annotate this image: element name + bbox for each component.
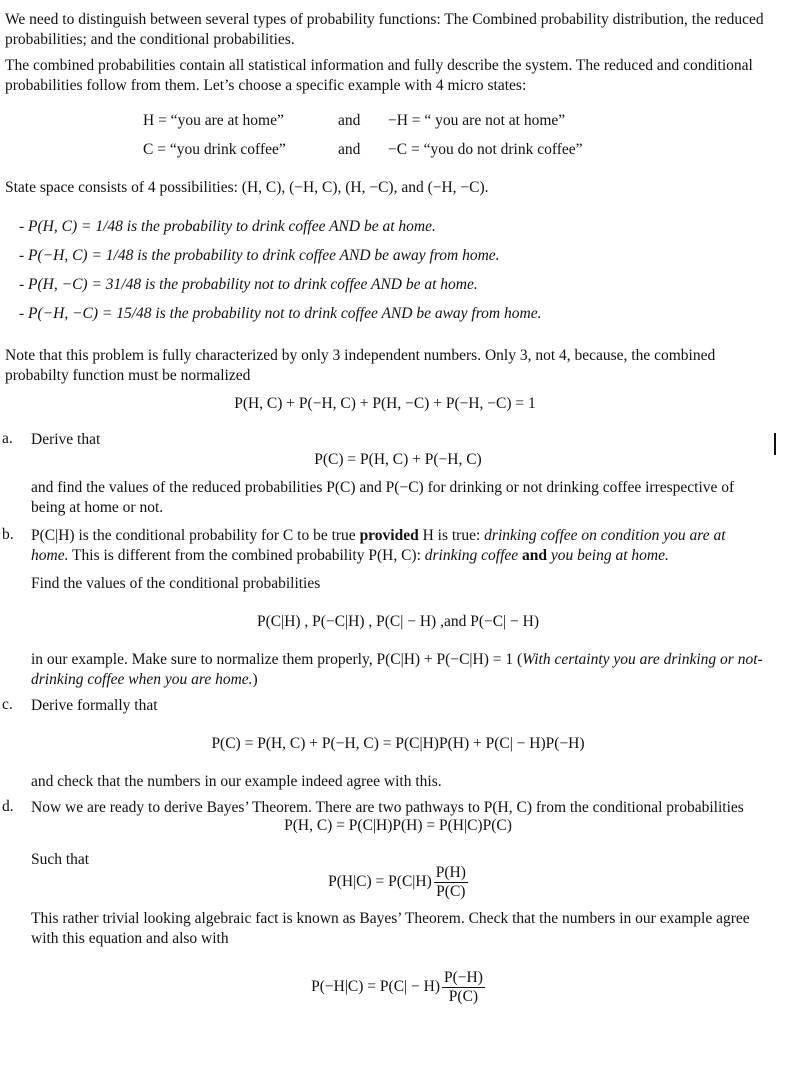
text-segment: ) (252, 671, 258, 688)
exercise-list (2, 430, 765, 1006)
exercise-b (2, 526, 765, 690)
probability-list (19, 212, 765, 328)
definition-row-h (143, 106, 765, 135)
intro-paragraph-1: We need to distinguish between several types of probability functions: The Combined probability distribution, the reduced probabilities; and the conditional probabilities. (5, 11, 764, 48)
exercise-a-text1: Derive that (31, 431, 101, 448)
bayes-equation-negated (31, 969, 765, 1006)
list-item: - P(−H, −C) = 15/48 is the probability not to drink coffee AND be away from home. (19, 299, 765, 328)
exercise-label: d. (2, 798, 14, 815)
exercise-b-equation: P(C|H) , P(−C|H) , P(C| − H) ,and P(−C| − H) (256, 613, 540, 630)
text-segment: H is true: (418, 527, 485, 544)
bold-text: and (522, 547, 548, 564)
exercise-b-text2: Find the values of the conditional probabilities (31, 575, 321, 592)
list-item: - P(H, −C) = 31/48 is the probability not to drink coffee AND be at home. (19, 270, 765, 299)
definitions-block (143, 106, 765, 164)
text-segment: This is different from the combined probability P(H, C): (68, 547, 425, 564)
normalization-equation: P(H, C) + P(−H, C) + P(H, −C) + P(−H, −C) = 1 (234, 395, 536, 412)
normalization-text: Note that this problem is fully characterized by only 3 independent numbers. Only 3, not 4, because, the combined probabilty function must be normalized (5, 347, 716, 384)
bold-text: provided (359, 527, 419, 544)
text-segment: P(C|H) is the conditional probability for C to be true (31, 527, 360, 544)
fraction-numerator: P(H) (435, 864, 466, 881)
italic-text: With certainty you are drinking or not-drinking coffee when you are home. (31, 651, 763, 688)
fraction-numerator: P(−H) (444, 969, 483, 986)
exercise-d-text2: This rather trivial looking algebraic fact is known as Bayes’ Theorem. Check that the numbers in our example agree with this equation and also with (31, 910, 750, 947)
fraction (434, 864, 468, 901)
exercise-d-such-that: Such that (31, 851, 90, 868)
state-space-text: State space consists of 4 possibilities: (H, C), (−H, C), (H, −C), and (−H, −C). (5, 179, 489, 196)
exercise-b-text1 (31, 526, 765, 566)
text-cursor (774, 433, 776, 455)
text-segment: in our example. Make sure to normalize them properly, P(C|H) + P(−C|H) = 1 ( (31, 651, 523, 668)
italic-text: drinking coffee on condition you are at home. (31, 527, 726, 564)
exercise-a-equation: P(C) = P(H, C) + P(−H, C) (314, 451, 482, 468)
bayes-equation (31, 864, 765, 901)
exercise-b-text3 (31, 650, 765, 690)
definition-and: and (338, 111, 361, 129)
exercise-d (2, 798, 765, 1006)
italic-text: drinking coffee (424, 547, 523, 564)
exercise-label: a. (2, 430, 13, 447)
intro-paragraph-2: The combined probabilities contain all statistical information and fully describe the system. The reduced and conditional probabilities follow from them. Let’s choose a specific example with 4 micro states: (5, 57, 753, 94)
definition-not-h: −H = “ you are not at home” (388, 111, 566, 129)
definition-h: H = “you are at home” (143, 111, 284, 129)
fraction-denominator: P(C) (436, 883, 466, 900)
bayes-equation-left: P(H|C) = P(C|H) (328, 873, 432, 891)
list-item: - P(−H, C) = 1/48 is the probability to drink coffee AND be away from home. (19, 241, 765, 270)
exercise-label: c. (2, 696, 13, 713)
exercise-c (2, 696, 765, 792)
exercise-d-text1: Now we are ready to derive Bayes’ Theorem. There are two pathways to P(H, C) from the conditional probabilities (31, 799, 744, 816)
definition-c: C = “you drink coffee” (143, 140, 286, 158)
definition-row-c (143, 135, 765, 164)
exercise-c-text1: Derive formally that (31, 697, 158, 714)
exercise-c-equation: P(C) = P(H, C) + P(−H, C) = P(C|H)P(H) + P(C| − H)P(−H) (211, 735, 585, 752)
bayes-equation-negated-left: P(−H|C) = P(C| − H) (311, 978, 440, 996)
exercise-d-equation-1: P(H, C) = P(C|H)P(H) = P(H|C)P(C) (284, 817, 512, 834)
definition-and: and (338, 140, 361, 158)
exercise-label: b. (2, 526, 14, 543)
definition-not-c: −C = “you do not drink coffee” (388, 140, 583, 158)
exercise-c-text2: and check that the numbers in our example indeed agree with this. (31, 773, 442, 790)
exercise-a (2, 430, 765, 518)
italic-text: you being at home. (547, 547, 669, 564)
fraction (442, 969, 485, 1006)
exercise-a-text2: and find the values of the reduced probabilities P(C) and P(−C) for drinking or not drinking coffee irrespective of being at home or not. (31, 479, 735, 516)
list-item: - P(H, C) = 1/48 is the probability to drink coffee AND be at home. (19, 212, 765, 241)
fraction-denominator: P(C) (448, 988, 479, 1005)
document-page (2, 10, 765, 1012)
